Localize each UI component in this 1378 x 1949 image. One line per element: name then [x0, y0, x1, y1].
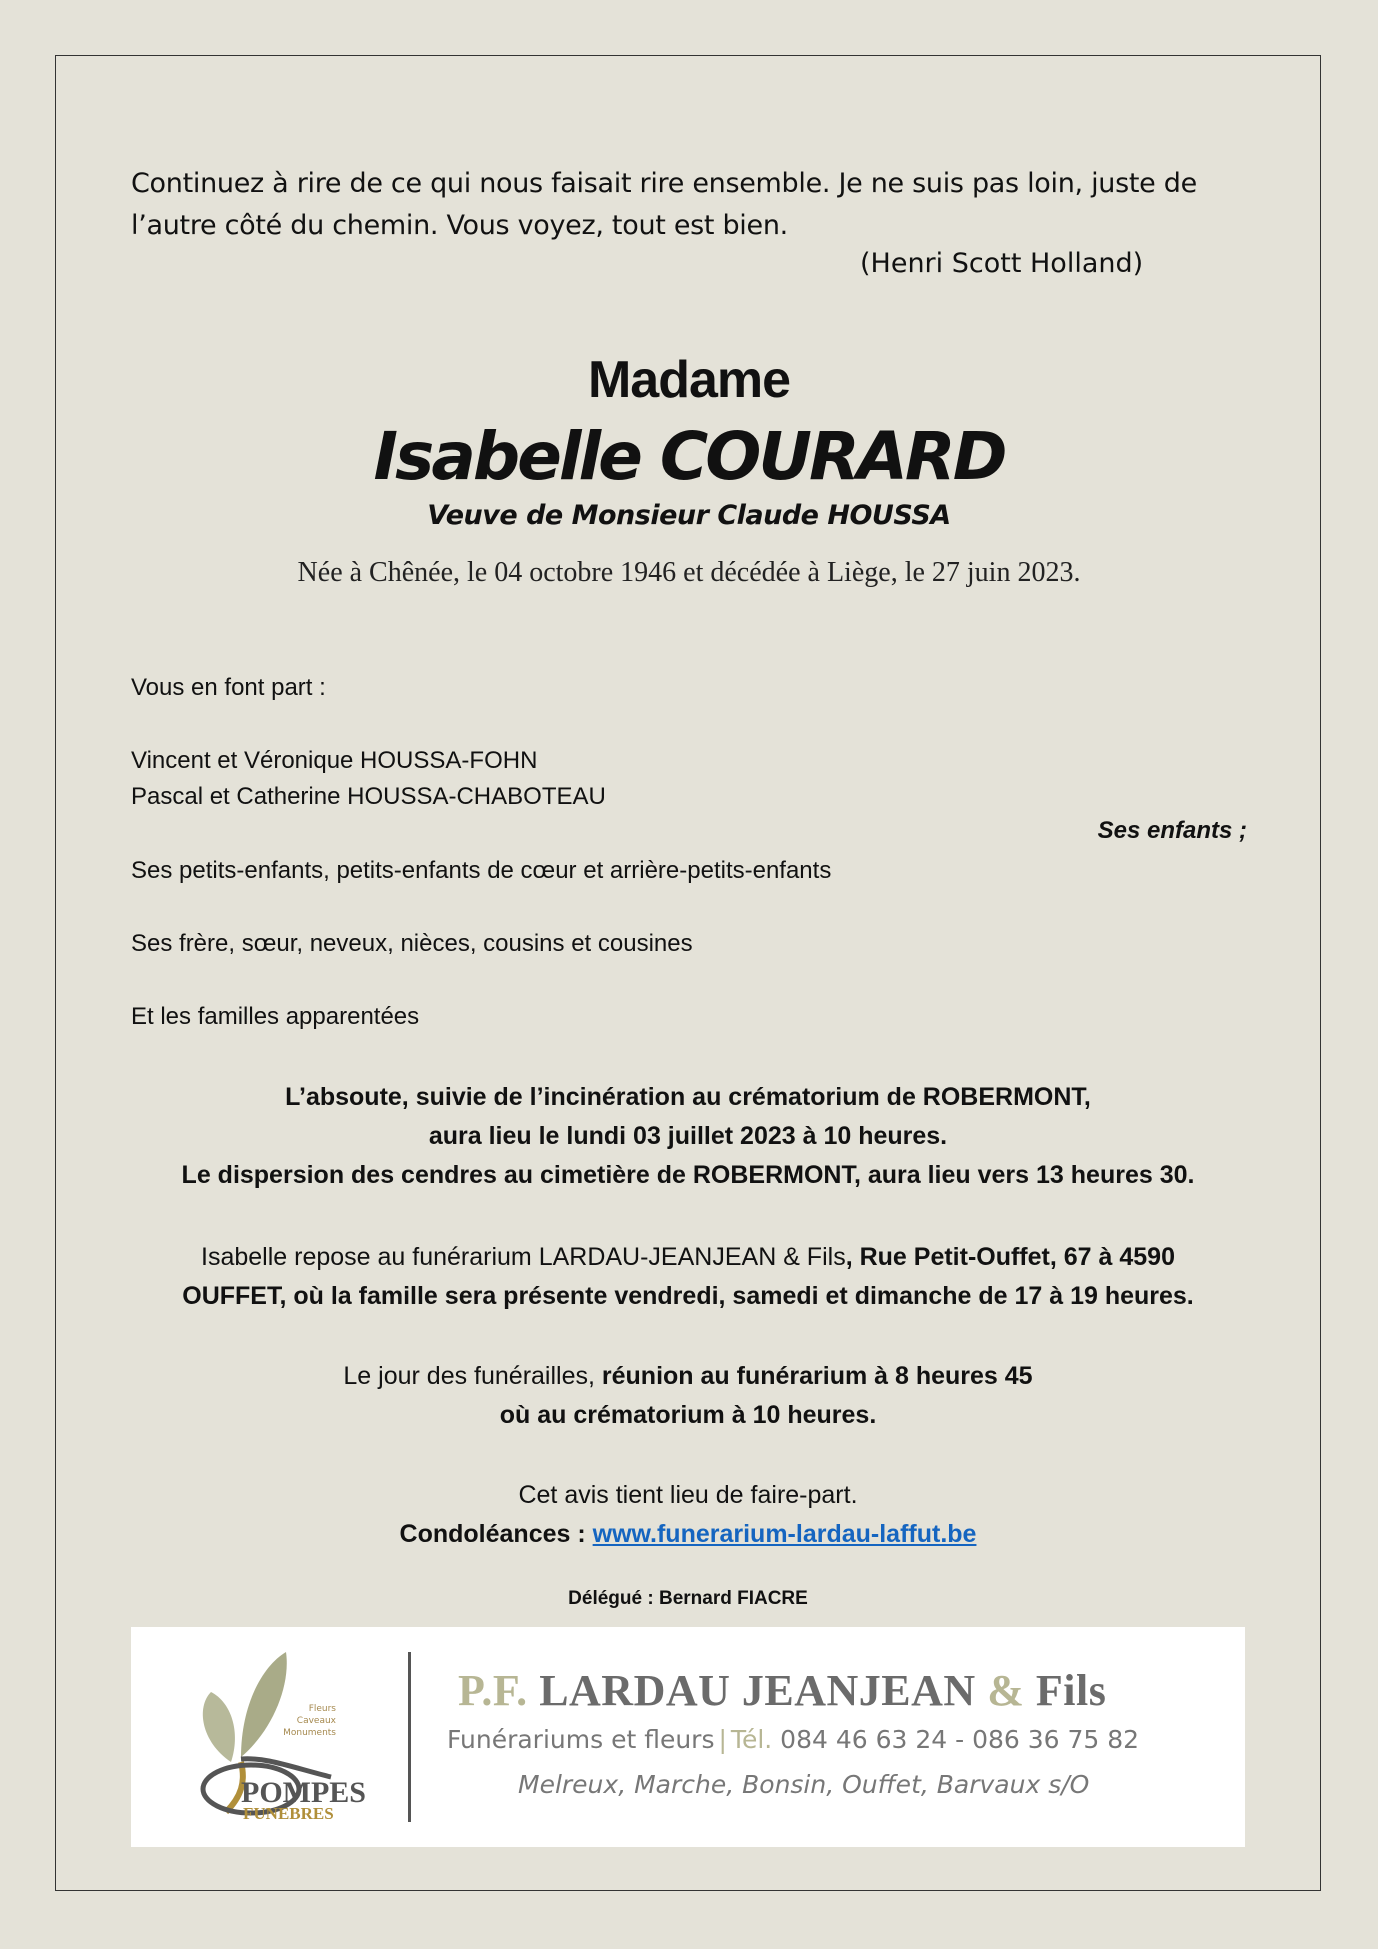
page-border — [55, 55, 1321, 1891]
family-intro: Vous en font part : — [131, 674, 326, 701]
company-name — [458, 1665, 1106, 1716]
ceremony-line-1: L’absoute, suivie de l’incinération au crématorium de ROBERMONT, — [285, 1083, 1091, 1111]
logo-main-text: POMPES — [241, 1776, 366, 1809]
deceased-dates: Née à Chênée, le 04 octobre 1946 et décédée à Liège, le 27 juin 2023. — [297, 557, 1081, 588]
child-entry: Pascal et Catherine HOUSSA-CHABOTEAU — [131, 783, 606, 810]
ceremony-line-2: aura lieu le lundi 03 juillet 2023 à 10 heures. — [428, 1122, 948, 1150]
child-entry: Vincent et Véronique HOUSSA-FOHN — [131, 747, 538, 774]
contact-separator: | — [718, 1725, 727, 1754]
company-services: Funérariums et fleurs — [447, 1725, 715, 1754]
company-contact — [447, 1725, 1139, 1754]
repose-info — [131, 1238, 1245, 1316]
company-ampersand: & — [987, 1666, 1025, 1715]
notice-block — [131, 1476, 1245, 1554]
families-line: Et les familles apparentées — [131, 1003, 420, 1030]
funeral-day-text: Le jour des funérailles, — [343, 1362, 602, 1390]
logo-sub-text: FUNEBRES — [243, 1804, 334, 1823]
children-list — [131, 743, 606, 815]
company-suffix: Fils — [1035, 1666, 1107, 1715]
funeral-home-banner — [131, 1627, 1245, 1847]
deceased-title: Madame — [587, 351, 791, 409]
quote-author: (Henri Scott Holland) — [860, 248, 1144, 279]
repose-visiting-hours: OUFFET, où la famille sera présente vendredi, samedi et dimanche de 17 à 19 heures. — [182, 1282, 1194, 1310]
logo-side-text: Monuments — [283, 1728, 336, 1738]
tel-label: Tél. — [730, 1725, 773, 1754]
company-prefix: P.F. — [458, 1666, 528, 1715]
repose-text: Isabelle repose au funérarium LARDAU-JEANJEAN & Fils — [201, 1243, 846, 1271]
funeral-day-meeting: réunion au funérarium à 8 heures 45 — [601, 1362, 1033, 1390]
siblings-line: Ses frère, sœur, neveux, nièces, cousins et cousines — [131, 930, 693, 957]
banner-divider — [408, 1652, 411, 1822]
company-main: LARDAU JEANJEAN — [539, 1666, 976, 1715]
repose-address: , Rue Petit-Ouffet, 67 à 4590 — [845, 1243, 1175, 1271]
logo-side-text: Caveaux — [296, 1716, 336, 1726]
children-label: Ses enfants ; — [1097, 817, 1247, 844]
condolences-label: Condoléances : — [399, 1520, 593, 1548]
company-locations: Melreux, Marche, Bonsin, Ouffet, Barvaux s/O — [518, 1770, 1090, 1799]
pompes-funebres-logo — [171, 1647, 371, 1827]
funeral-day-info — [131, 1357, 1245, 1435]
deceased-spouse: Veuve de Monsieur Claude HOUSSA — [427, 500, 951, 531]
logo-side-text: Fleurs — [308, 1704, 336, 1714]
funeral-day-crematorium: où au crématorium à 10 heures. — [499, 1401, 877, 1429]
delegate: Délégué : Bernard FIACRE — [568, 1588, 808, 1609]
quote-text: Continuez à rire de ce qui nous faisait rire ensemble. Je ne suis pas loin, juste de l’autre côté du chemin. Vous voyez, tout est bien. — [131, 168, 1197, 241]
ceremony-info — [131, 1078, 1245, 1195]
ceremony-line-3: Le dispersion des cendres au cimetière de ROBERMONT, aura lieu vers 13 heures 30. — [181, 1161, 1195, 1189]
deceased-name: Isabelle COURARD — [373, 418, 1005, 495]
condolences-link[interactable]: www.funerarium-lardau-laffut.be — [592, 1520, 977, 1548]
grandchildren-line: Ses petits-enfants, petits-enfants de cœur et arrière-petits-enfants — [131, 857, 832, 884]
notice-text: Cet avis tient lieu de faire-part. — [518, 1481, 858, 1509]
company-phones: 084 46 63 24 - 086 36 75 82 — [780, 1725, 1140, 1754]
